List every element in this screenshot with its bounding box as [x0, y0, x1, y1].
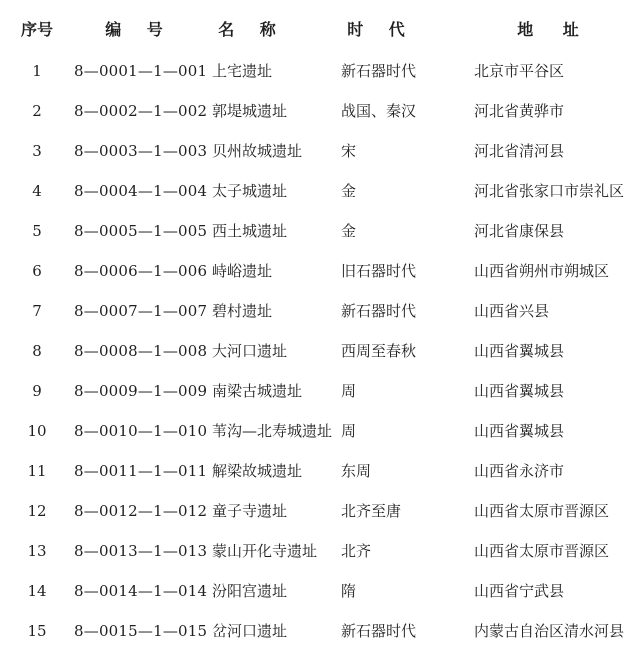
cell-code: 8—0012—1—012: [74, 502, 208, 520]
cell-code: 8—0005—1—005: [74, 222, 208, 240]
cell-code: 8—0002—1—002: [74, 102, 208, 120]
cell-era: 战国、秦汉: [341, 102, 417, 120]
cell-index: 13: [27, 542, 47, 560]
cell-name: 西土城遗址: [212, 222, 288, 240]
cell-era: 周: [341, 422, 357, 440]
cell-era: 东周: [341, 462, 372, 480]
cell-name: 苇沟—北寿城遗址: [212, 422, 333, 440]
cell-name: 童子寺遗址: [212, 502, 288, 520]
cell-code: 8—0001—1—001: [74, 62, 208, 80]
cell-name: 解梁故城遗址: [212, 462, 303, 480]
cell-era: 新石器时代: [341, 622, 417, 640]
cell-location: 河北省康保县: [474, 222, 565, 240]
cell-name: 碧村遗址: [212, 302, 273, 320]
table-row: [0, 537, 640, 565]
cell-location: 河北省黄骅市: [474, 102, 565, 120]
cell-code: 8—0010—1—010: [74, 422, 208, 440]
cell-name: 汾阳宫遗址: [212, 582, 288, 600]
cell-index: 8: [32, 342, 42, 360]
cell-code: 8—0004—1—004: [74, 182, 208, 200]
table-row: [0, 617, 640, 645]
cell-era: 北齐: [341, 542, 372, 560]
table-row: [0, 497, 640, 525]
cell-location: 山西省永济市: [474, 462, 565, 480]
cell-location: 山西省宁武县: [474, 582, 565, 600]
cell-name: 郭堤城遗址: [212, 102, 288, 120]
cell-name: 南梁古城遗址: [212, 382, 303, 400]
cell-era: 金: [341, 182, 357, 200]
cell-index: 1: [32, 62, 42, 80]
cell-index: 6: [32, 262, 42, 280]
cell-index: 4: [32, 182, 42, 200]
cell-era: 旧石器时代: [341, 262, 417, 280]
cell-code: 8—0006—1—006: [74, 262, 208, 280]
cell-name: 太子城遗址: [212, 182, 288, 200]
cell-code: 8—0015—1—015: [74, 622, 208, 640]
cell-era: 宋: [341, 142, 357, 160]
cell-index: 15: [27, 622, 47, 640]
table-row: [0, 57, 640, 85]
cell-index: 12: [27, 502, 47, 520]
cell-era: 新石器时代: [341, 302, 417, 320]
cell-location: 山西省翼城县: [474, 342, 565, 360]
cell-code: 8—0003—1—003: [74, 142, 208, 160]
cell-location: 山西省太原市晋源区: [474, 502, 610, 520]
header-code: 编 号: [105, 20, 173, 39]
cell-location: 内蒙古自治区清水河县: [474, 622, 625, 640]
cell-name: 岔河口遗址: [212, 622, 288, 640]
table-row: [0, 297, 640, 325]
cell-index: 2: [32, 102, 42, 120]
cell-location: 河北省张家口市崇礼区: [474, 182, 625, 200]
cell-location: 山西省翼城县: [474, 422, 565, 440]
cell-name: 贝州故城遗址: [212, 142, 303, 160]
header-index: 序号: [20, 20, 53, 39]
table-row: [0, 137, 640, 165]
cell-code: 8—0007—1—007: [74, 302, 208, 320]
cell-era: 金: [341, 222, 357, 240]
cell-location: 山西省翼城县: [474, 382, 565, 400]
cell-index: 9: [32, 382, 42, 400]
table-row: [0, 377, 640, 405]
cell-name: 上宅遗址: [212, 62, 273, 80]
header-location: 地 址: [517, 20, 591, 39]
header-era: 时 代: [347, 20, 415, 39]
cell-era: 西周至春秋: [341, 342, 417, 360]
cell-index: 7: [32, 302, 42, 320]
cell-location: 北京市平谷区: [474, 62, 565, 80]
table-row: [0, 217, 640, 245]
table-row: [0, 457, 640, 485]
cell-code: 8—0009—1—009: [74, 382, 208, 400]
table-row: [0, 257, 640, 285]
cell-code: 8—0014—1—014: [74, 582, 208, 600]
cell-location: 山西省太原市晋源区: [474, 542, 610, 560]
table-row: [0, 577, 640, 605]
table-header-row: [0, 16, 640, 44]
cell-code: 8—0008—1—008: [74, 342, 208, 360]
cell-index: 3: [32, 142, 42, 160]
cell-name: 大河口遗址: [212, 342, 288, 360]
cell-era: 周: [341, 382, 357, 400]
cell-code: 8—0013—1—013: [74, 542, 208, 560]
table-row: [0, 337, 640, 365]
cell-index: 10: [27, 422, 47, 440]
cell-code: 8—0011—1—011: [74, 462, 208, 480]
cell-era: 隋: [341, 582, 357, 600]
cell-era: 新石器时代: [341, 62, 417, 80]
cell-location: 山西省朔州市朔城区: [474, 262, 610, 280]
cell-index: 14: [27, 582, 47, 600]
table-row: [0, 177, 640, 205]
header-name: 名 称: [218, 20, 286, 39]
cell-name: 蒙山开化寺遗址: [212, 542, 318, 560]
table-row: [0, 97, 640, 125]
cell-name: 峙峪遗址: [212, 262, 273, 280]
cell-index: 5: [32, 222, 42, 240]
cell-era: 北齐至唐: [341, 502, 402, 520]
cell-location: 河北省清河县: [474, 142, 565, 160]
cell-location: 山西省兴县: [474, 302, 550, 320]
cell-index: 11: [27, 462, 47, 480]
table-row: [0, 417, 640, 445]
